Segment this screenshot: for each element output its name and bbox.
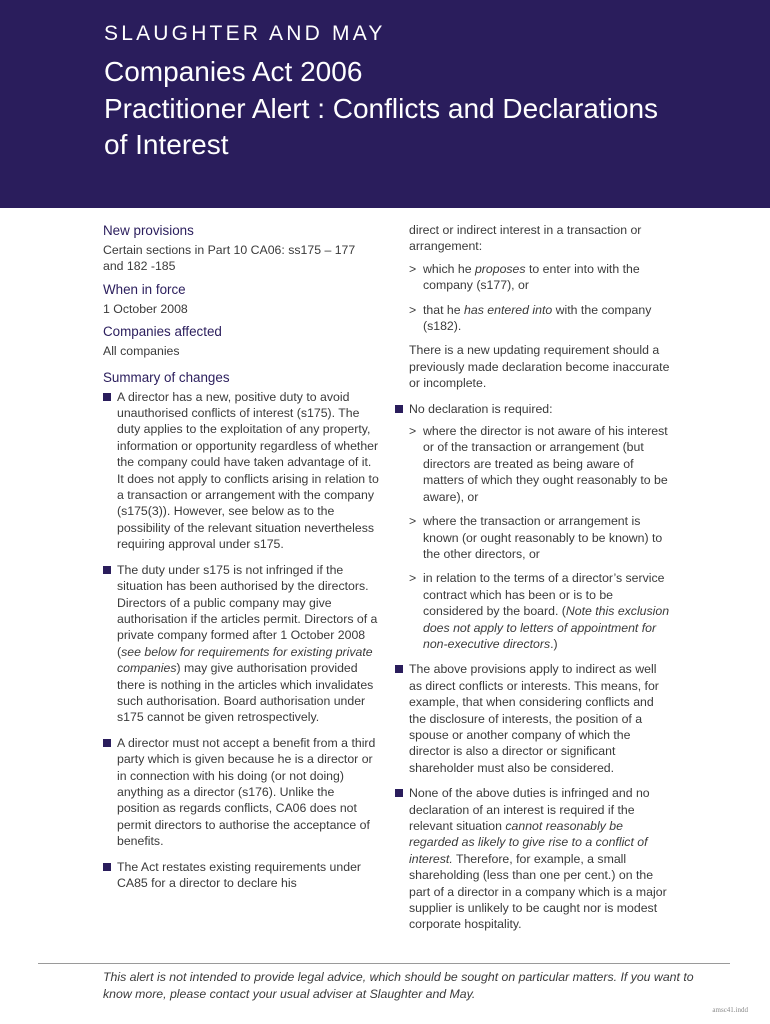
header-banner (0, 0, 770, 208)
arrow-marker-icon: > (409, 261, 417, 276)
title-line: Companies Act 2006 (104, 56, 363, 87)
sub-item (409, 513, 670, 562)
title-line: of Interest (104, 129, 229, 160)
bullet-text: The Act restates existing requirements under CA85 for a director to declare his (117, 859, 362, 890)
sub-text: to enter into with the company (s177), or (423, 261, 640, 293)
square-bullet-icon (395, 789, 403, 797)
bullet-text: No declaration is required: (409, 401, 553, 416)
section-heading: Summary of changes (103, 369, 230, 385)
square-bullet-icon (103, 739, 111, 747)
square-bullet-icon (103, 566, 111, 574)
document-reference: amsc41.indd (712, 1006, 748, 1014)
sub-item (409, 302, 670, 335)
sub-text: .) (550, 636, 558, 651)
right-column (395, 218, 670, 942)
summary-bullet (395, 661, 670, 776)
continued-text: direct or indirect interest in a transaction or arrangement: (409, 223, 642, 254)
document-title (104, 54, 744, 164)
summary-bullet (103, 859, 379, 892)
bullet-text: The duty under s175 is not infringed if the situation has been authorised by the directors. Directors of a public company may give authorisation if the articles permit. Directors of a private company formed after 1 October 2008 ( (117, 562, 378, 659)
section-heading: Companies affected (103, 324, 222, 340)
section-text: Certain sections in Part 10 CA06: ss175 – 177 and 182 -185 (103, 243, 356, 274)
summary-bullet (395, 785, 670, 933)
bullet-text-italic: see below for requirements for existing private companies (117, 644, 373, 676)
arrow-marker-icon: > (409, 302, 417, 317)
square-bullet-icon (103, 393, 111, 401)
summary-bullet (103, 562, 379, 726)
arrow-marker-icon: > (409, 424, 417, 439)
sub-text: with the company (s182). (423, 302, 652, 334)
section-heading: New provisions (103, 223, 194, 238)
sub-text: that he (423, 302, 465, 317)
bullet-text: ) may give authorisation provided there is nothing in the articles which invalidates such authorisation. Board authorisation under s175 cannot be given retrospectively. (117, 661, 374, 725)
sub-text: in relation to the terms of a director’s service contract which has been or is to be considered by the board. ( (423, 571, 665, 619)
sub-text: which he (423, 261, 475, 276)
bullet-text: Therefore, for example, a small shareholding (less than one per cent.) on the part of a director in a company which is a major supplier is unlikely to be caught nor is modest corporate hospitality. (409, 851, 667, 932)
sub-text-italic: has entered into (464, 302, 553, 317)
summary-bullet (103, 735, 379, 850)
left-column (103, 218, 379, 900)
sub-text-italic: proposes (474, 261, 526, 276)
footer-divider (38, 963, 730, 964)
arrow-marker-icon: > (409, 514, 417, 529)
section-text: All companies (103, 344, 180, 359)
bullet-text: None of the above duties is infringed and no declaration of an interest is required if the relevant situation (409, 786, 650, 833)
bullet-text: A director must not accept a benefit from a third party which is given because he is a director or in connection with his doing (or not doing) anything as a director (s176). Unlike the position as regards conflicts, CA06 does not permit directors to authorise the acceptance of benefits. (117, 735, 376, 849)
summary-bullet (103, 389, 379, 553)
updating-text: There is a new updating requirement should a previously made declaration become inaccurate or incomplete. (409, 343, 670, 391)
sub-item (409, 423, 670, 505)
arrow-marker-icon: > (409, 571, 417, 586)
bullet-text: A director has a new, positive duty to avoid unauthorised conflicts of interest (s175). The duty applies to the exploitation of any property, information or opportunity regardless of whether the company could have taken advantage of it. It does not apply to conflicts arising in relation to a transaction or arrangement with the company (s175(3)). However, see below as to the possibility of the relevant situation nevertheless requiring approval under s175. (117, 389, 379, 552)
square-bullet-icon (103, 863, 111, 871)
square-bullet-icon (395, 405, 403, 413)
sub-item (409, 261, 670, 294)
sub-item (409, 570, 670, 652)
sub-text: where the transaction or arrangement is known (or ought reasonably to be known) to the other directors, or (423, 514, 663, 561)
summary-bullet (395, 401, 670, 417)
bullet-text-italic: cannot reasonably be regarded as likely to give rise to a conflict of interest. (409, 819, 648, 866)
bullet-text: The above provisions apply to indirect as well as direct conflicts or interests. This means, for example, that when considering conflicts and the disclosure of interests, the position of a spouse or another company of which the director is also a director or significant shareholder must also be considered. (409, 662, 659, 775)
section-heading: When in force (103, 281, 186, 297)
title-line: Practitioner Alert : Conflicts and Declarations (104, 92, 659, 124)
sub-text: where the director is not aware of his interest or of the transaction or arrangement (but directors are treated as being aware of matters of which they ought reasonably to be aware), or (423, 424, 668, 504)
square-bullet-icon (395, 665, 403, 673)
firm-name: SLAUGHTER AND MAY (104, 22, 386, 45)
sub-text-italic: Note this exclusion does not apply to letters of appointment for non-executive directors (423, 604, 670, 651)
section-text: 1 October 2008 (103, 301, 188, 316)
footer-disclaimer: This alert is not intended to provide legal advice, which should be sought on particular matters. If you want to know more, please contact your usual adviser at Slaughter and May. (103, 970, 694, 1001)
